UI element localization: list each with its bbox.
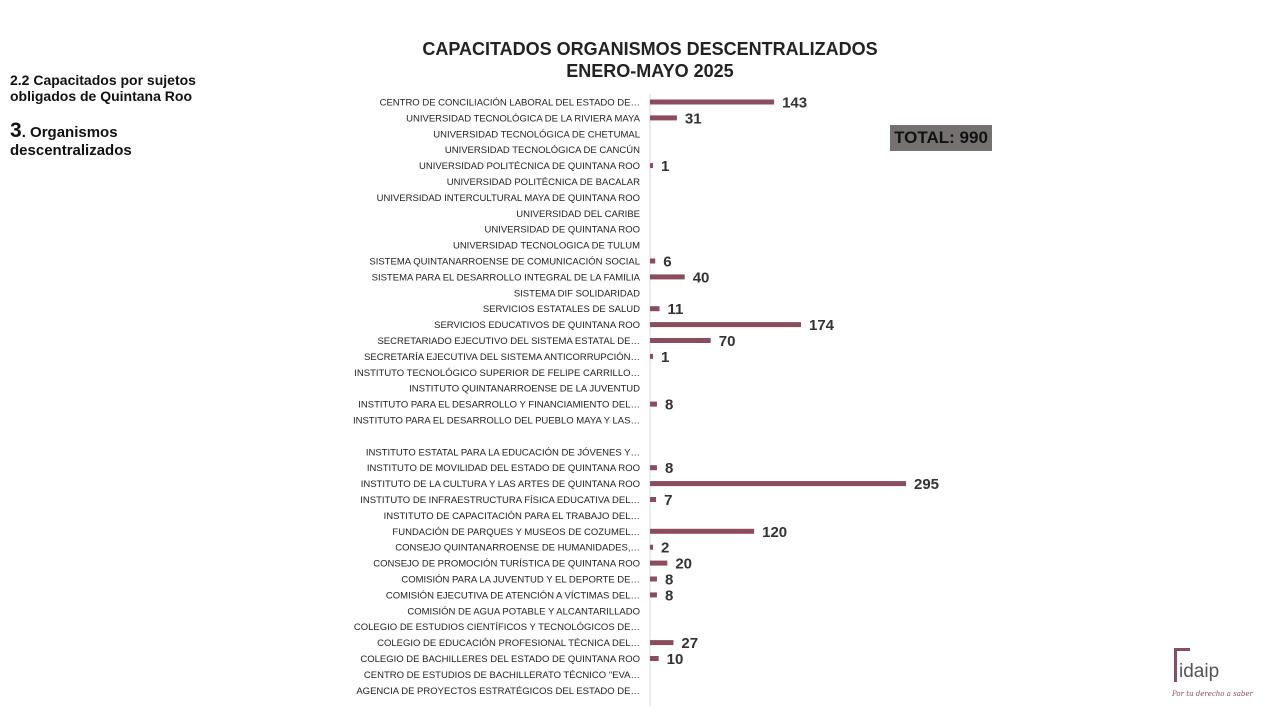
bar [650,592,657,597]
data-label: 7 [664,492,673,509]
category-label: UNIVERSIDAD TECNOLÓGICA DE LA RIVIERA MAYA [406,113,640,125]
bar [650,306,660,311]
category-label: FUNDACIÓN DE PARQUES Y MUSEOS DE COZUMEL… [392,526,640,538]
category-label: INSTITUTO TECNOLÓGICO SUPERIOR DE FELIPE CARRILLO… [354,367,640,379]
bar [650,545,653,550]
category-label: UNIVERSIDAD POLITÉCNICA DE QUINTANA ROO [418,161,640,173]
category-label: SISTEMA PARA EL DESARROLLO INTEGRAL DE LA FAMILIA [371,272,640,284]
category-label: SERVICIOS ESTATALES DE SALUD [482,304,640,316]
idaip-logo [1168,644,1253,704]
data-label: 10 [666,651,684,668]
bar [650,163,653,168]
svg-text:Por tu derecho a saber: Por tu derecho a saber [1172,690,1253,698]
category-label: INSTITUTO DE INFRAESTRUCTURA FÍSICA EDUCATIVA DEL… [360,495,640,506]
category-label: SISTEMA DIF SOLIDARIDAD [513,288,640,300]
category-label: COLEGIO DE EDUCACIÓN PROFESIONAL TÉCNICA DEL… [377,638,640,650]
category-label: UNIVERSIDAD DE QUINTANA ROO [484,224,640,236]
data-label: 8 [664,460,674,478]
data-label: 8 [664,396,674,414]
data-label: 11 [667,301,684,319]
category-label: SISTEMA QUINTANARROENSE DE COMUNICACIÓN SOCIAL [369,256,640,268]
category-label: CONSEJO DE PROMOCIÓN TURÍSTICA DE QUINTANA ROO [373,558,640,570]
bar [650,656,659,661]
section-number: 3 [10,119,22,142]
bar [650,274,685,279]
bar [650,497,656,502]
category-label: INSTITUTO PARA EL DESARROLLO DEL PUEBLO MAYA Y LAS… [352,415,640,427]
bar [650,402,657,407]
category-label: CONSEJO QUINTANARROENSE DE HUMANIDADES,… [395,542,640,554]
data-label: 27 [681,635,699,653]
svg-text:idaip: idaip [1179,661,1220,682]
category-label: COLEGIO DE ESTUDIOS CIENTÍFICOS Y TECNOLÓGICOS DE… [353,622,640,634]
bar [650,259,655,264]
section-title: 2.2 Capacitados por sujetos obligados de Quintana Roo [10,72,196,104]
data-label: 295 [914,476,940,494]
category-label: INSTITUTO PARA EL DESARROLLO Y FINANCIAMIENTO DEL… [358,399,640,411]
bar [650,354,653,359]
bar [650,640,673,645]
bar [650,465,657,470]
bar [650,322,801,327]
category-label: UNIVERSIDAD POLITÉCNICA DE BACALAR [446,177,640,188]
category-label: UNIVERSIDAD TECNOLÓGICA DE CHETUMAL [433,129,640,141]
data-label: 31 [684,110,702,128]
category-label: INSTITUTO DE CAPACITACIÓN PARA EL TRABAJO DEL… [383,510,640,522]
category-label: SECRETARÍA EJECUTIVA DEL SISTEMA ANTICORRUPCIÓN… [364,351,640,363]
bar [650,577,657,582]
data-label: 20 [675,555,693,573]
category-label: SERVICIOS EDUCATIVOS DE QUINTANA ROO [434,320,640,332]
data-label: 70 [718,333,736,350]
data-label: 2 [661,539,670,557]
category-label: SECRETARIADO EJECUTIVO DEL SISTEMA ESTATAL DE… [377,336,640,347]
bar [650,338,711,343]
data-label: 40 [692,269,710,287]
category-label: INSTITUTO DE MOVILIDAD DEL ESTADO DE QUINTANA ROO [366,463,640,475]
category-label: COMISIÓN PARA LA JUVENTUD Y EL DEPORTE DE… [401,574,640,586]
data-label: 143 [782,94,808,112]
category-label: COLEGIO DE BACHILLERES DEL ESTADO DE QUINTANA ROO [360,654,640,665]
category-label: INSTITUTO QUINTANARROENSE DE LA JUVENTUD [409,383,640,395]
total-badge: TOTAL: 990 [890,125,992,151]
chart-title: CAPACITADOS ORGANISMOS DESCENTRALIZADOS [422,39,878,59]
data-label: 1 [661,158,670,176]
bar [650,561,667,566]
category-label: INSTITUTO ESTATAL PARA LA EDUCACIÓN DE JÓVENES Y… [365,447,640,459]
data-label: 120 [762,523,788,541]
category-label: INSTITUTO DE LA CULTURA Y LAS ARTES DE QUINTANA ROO [360,479,640,491]
bar [650,115,677,120]
category-label: UNIVERSIDAD DEL CARIBE [516,208,640,220]
data-label: 1 [661,348,670,366]
category-label: AGENCIA DE PROYECTOS ESTRATÉGICOS DEL ESTADO DE… [356,685,640,697]
bar [650,100,774,105]
chart-subtitle: ENERO-MAYO 2025 [566,61,734,81]
data-label: 8 [664,587,674,605]
category-label: CENTRO DE CONCILIACIÓN LABORAL DEL ESTADO DE… [379,97,640,109]
category-label: UNIVERSIDAD TECNOLOGICA DE TULUM [452,240,640,252]
category-label: CENTRO DE ESTUDIOS DE BACHILLERATO TÉCNICO "EVA… [363,669,640,681]
bar [650,529,754,534]
category-label: UNIVERSIDAD TECNOLÓGICA DE CANCÚN [444,145,640,157]
category-label: COMISIÓN DE AGUA POTABLE Y ALCANTARILLADO [407,606,640,618]
data-label: 8 [664,571,674,589]
category-label: COMISIÓN EJECUTIVA DE ATENCIÓN A VÍCTIMAS DEL… [385,590,640,602]
data-label: 6 [663,253,672,271]
data-label: 174 [808,317,835,335]
section-subtitle-text: . Organismos descentralizados [10,124,132,159]
category-label: UNIVERSIDAD INTERCULTURAL MAYA DE QUINTANA ROO [376,192,640,204]
bar [650,481,906,486]
